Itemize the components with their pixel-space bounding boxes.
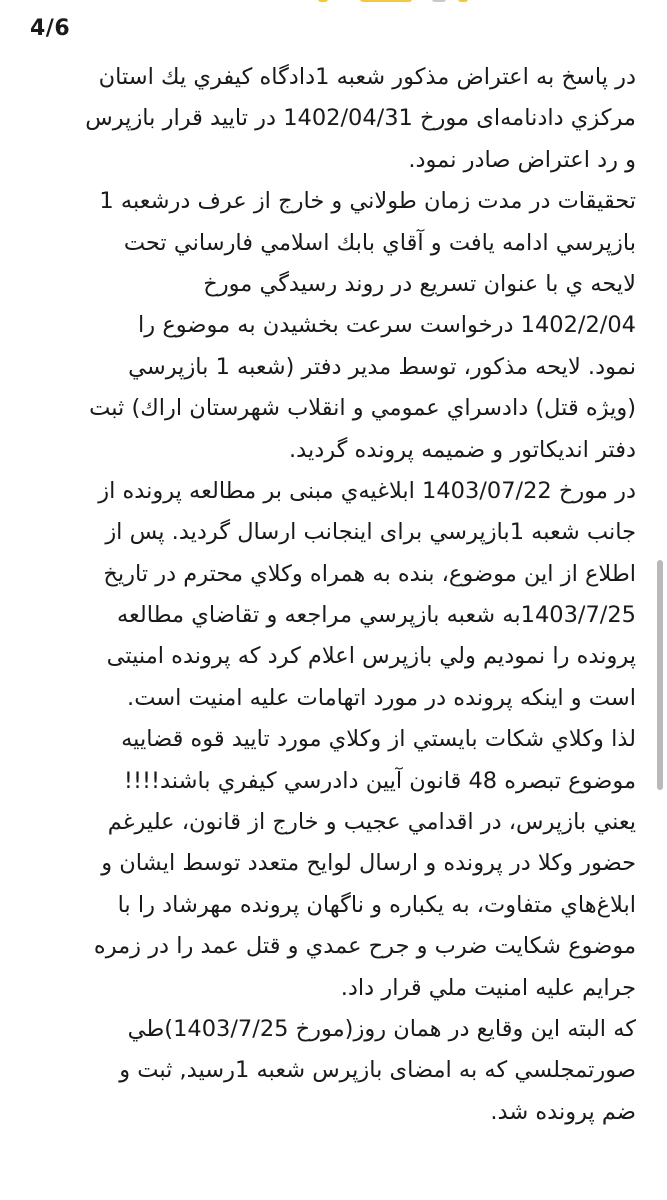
deco-mark-3: [432, 0, 446, 2]
text-line: تحقيقات در مدت زمان طولاني و خارج از عرف درشعبه 1: [99, 188, 636, 215]
text-line: يعني بازپرس، در اقدامي عجيب و خارج از قانون، عليرغم: [107, 809, 636, 836]
text-line: در مورخ 1403/07/22 ابلاغيه‌ي مبنى بر مطالعه پرونده از: [98, 477, 636, 504]
scrollbar[interactable]: [657, 560, 663, 790]
text-line: جرايم عليه امنيت ملي قرار داد.: [340, 974, 636, 1001]
text-line: است و اينكه پرونده در مورد اتهامات عليه امنيت است.: [127, 684, 636, 711]
text-line: موضوع تبصره 48 قانون آيين دادرسي كيفري باشند!!!!: [123, 767, 636, 794]
text-line: 1403/7/25به شعبه بازپرسي مراجعه و تقاضاي مطالعه: [116, 602, 636, 629]
text-line: 1402/2/04 درخواست سرعت بخشيدن به موضوع را: [138, 312, 636, 339]
document-body: [38, 57, 636, 1133]
text-line: ضم پرونده شد.: [490, 1098, 636, 1125]
text-line: ابلاغ‌هاي متفاوت، به يكباره و ناگهان پرونده مهرشاد را با: [117, 891, 636, 918]
text-line: پرونده را نموديم ولي بازپرس اعلام كرد كه پرونده امنيتى: [106, 643, 636, 670]
deco-mark-4: [458, 0, 468, 2]
top-decoration: [0, 0, 667, 4]
text-line: (ويژه قتل) دادسراي عمومي و انقلاب شهرستان اراك) ثبت: [89, 395, 636, 422]
text-line: جانب شعبه 1بازپرسي براى اينجانب ارسال گرديد. پس از: [105, 519, 636, 546]
text-line: دفتر انديكاتور و ضميمه پرونده گرديد.: [289, 436, 636, 463]
text-line: نمود. لايحه مذكور، توسط مدير دفتر (شعبه 1 بازپرسي: [128, 353, 636, 380]
text-line: در پاسخ به اعتراض مذكور شعبه 1دادگاه كيفري يك استان: [98, 64, 636, 90]
text-line: موضوع شكايت ضرب و جرح عمدي و قتل عمد را در زمره: [93, 933, 636, 960]
deco-mark-2: [360, 0, 412, 2]
text-line: حضور وكلا در پرونده و ارسال لوايح متعدد توسط ايشان و: [101, 850, 636, 877]
text-line: بازپرسي ادامه يافت و آقاي بابك اسلامي فارساني تحت: [123, 229, 636, 256]
text-line: كه البته اين وقايع در همان روز(مورخ 1403/7/25)طي: [127, 1015, 636, 1042]
text-line: صورتمجلسي كه به امضاى بازپرس شعبه 1رسيد, ثبت و: [119, 1057, 636, 1084]
deco-mark-1: [318, 0, 328, 2]
text-line: لذا وكلاي شكات بايستي از وكلاي مورد تاييد قوه قضاييه: [121, 726, 636, 753]
text-line: لايحه ي با عنوان تسريع در روند رسيدگي مورخ: [203, 270, 636, 297]
page-indicator: 4/6: [30, 16, 71, 41]
text-line: و رد اعتراض صادر نمود.: [408, 146, 636, 173]
text-line: مركزي دادنامه‌ای مورخ 1402/04/31 در تاييد قرار بازپرس: [85, 105, 636, 132]
text-line: اطلاع از اين موضوع، بنده به همراه وكلاي محترم در تاريخ: [103, 560, 636, 587]
